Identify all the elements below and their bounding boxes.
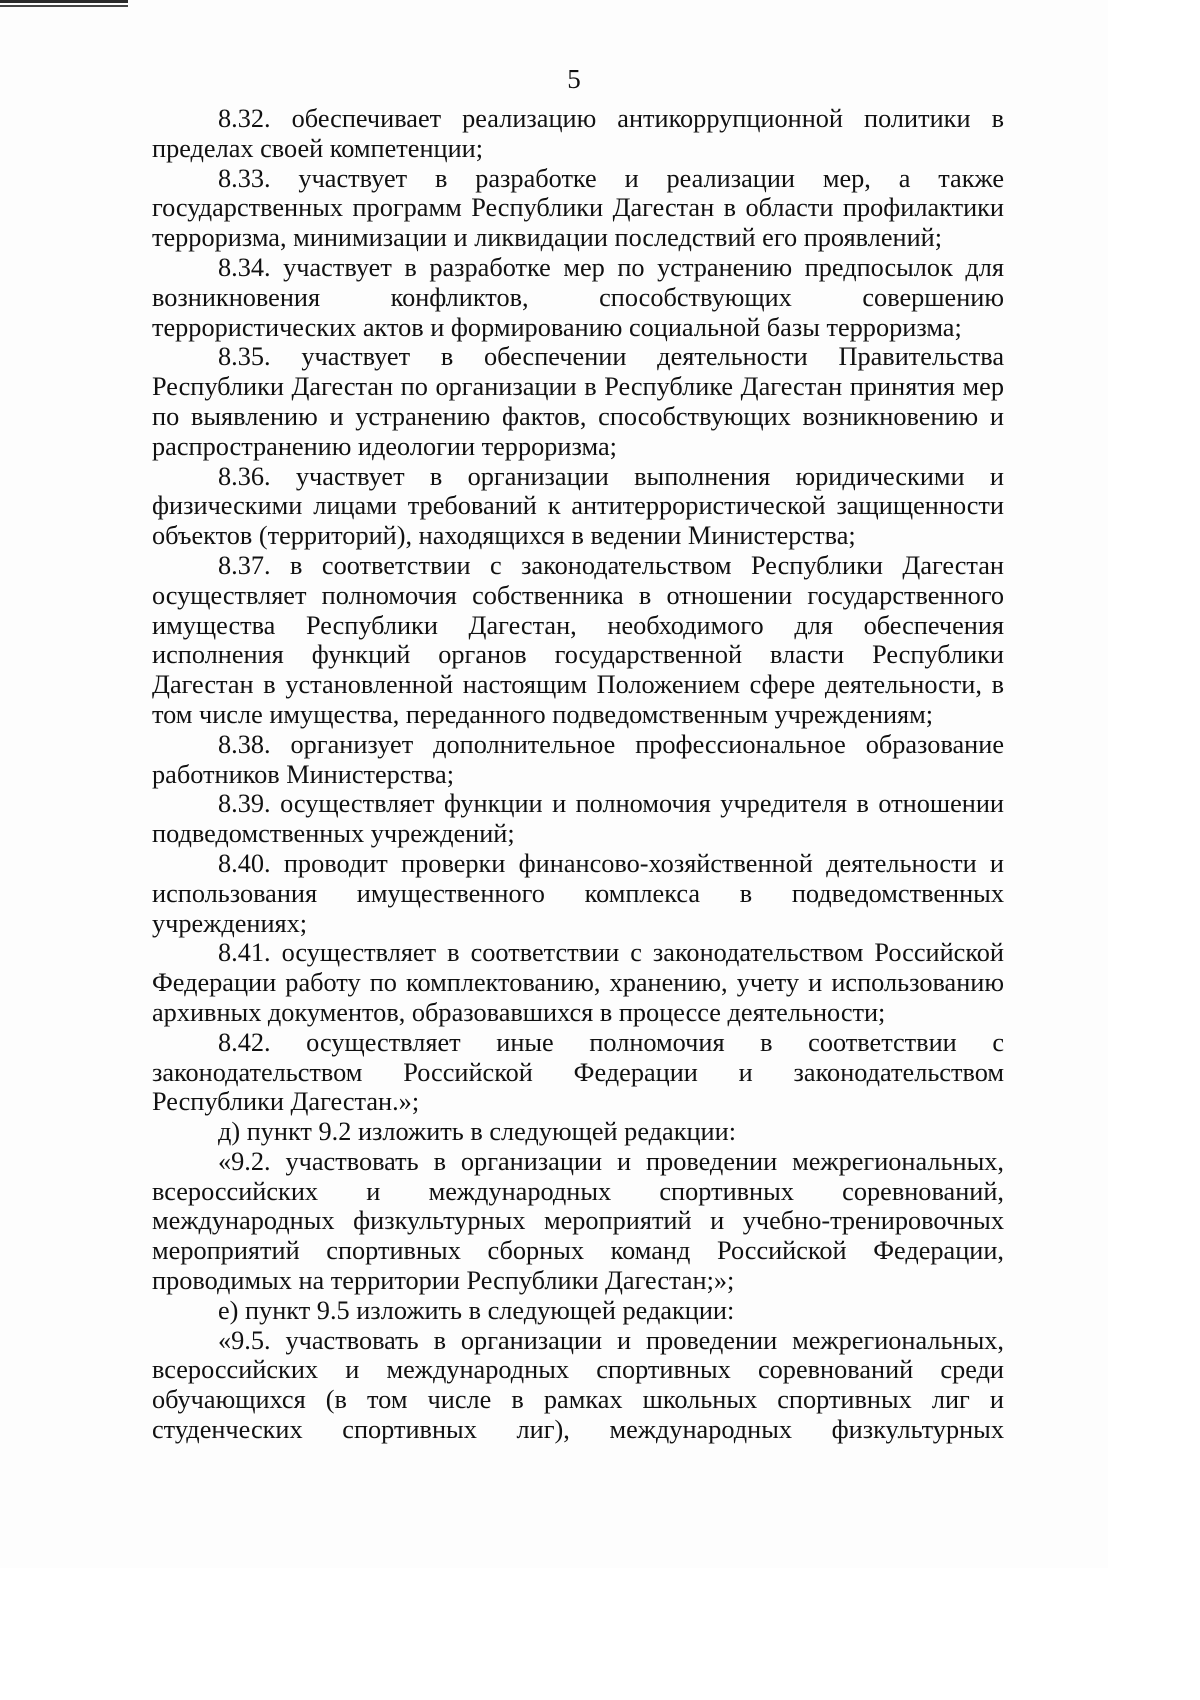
- document-body: [152, 104, 1004, 1445]
- scan-corner-mark: [0, 0, 128, 3]
- paragraph-d-heading: д) пункт 9.2 изложить в следующей редакции:: [218, 1117, 737, 1147]
- paragraph-8-39: 8.39. осуществляет функции и полномочия учредителя в отношении подведомственных учреждений;: [152, 789, 1004, 849]
- paragraph-8-33: 8.33. участвует в разработке и реализации мер, а также государственных программ Республики Дагестан в области профилактики терроризма, минимизации и ликвидации последствий его проявлений;: [152, 163, 1004, 253]
- paragraph-8-36: 8.36. участвует в организации выполнения юридическими и физическими лицами требований к антитеррористической защищенности объектов (территорий), находящихся в ведении Министерства;: [152, 461, 1004, 551]
- paragraph-8-35: 8.35. участвует в обеспечении деятельности Правительства Республики Дагестан по организации в Республике Дагестан принятия мер по выявлению и устранению фактов, способствующих возникновению и распространению идеологии терроризма;: [152, 342, 1004, 461]
- paragraph-e-heading: е) пункт 9.5 изложить в следующей редакции:: [218, 1295, 735, 1325]
- paragraph-9-5: «9.5. участвовать в организации и проведении межрегиональных, всероссийских и международных спортивных соревнований среди обучающихся (в том числе в рамках школьных спортивных лиг и студенческих спортивных лиг), международных физкультурных: [152, 1325, 1004, 1445]
- paragraph-8-42: 8.42. осуществляет иные полномочия в соответствии с законодательством Российской Федерации и законодательством Республики Дагестан.»;: [152, 1027, 1004, 1117]
- paragraph-9-2: «9.2. участвовать в организации и проведении межрегиональных, всероссийских и международных спортивных соревнований, международных физкультурных мероприятий и учебно-тренировочных мероприятий спортивных сборных команд Российской Федерации, проводимых на территории Республики Дагестан;»;: [152, 1146, 1004, 1296]
- paragraph-8-37: 8.37. в соответствии с законодательством Республики Дагестан осуществляет полномочия собственника в отношении государственного имущества Республики Дагестан, необходимого для обеспечения исполнения функций органов государственной власти Республики Дагестан в установленной настоящим Положением сфере деятельности, в том числе имущества, переданного подведомственным учреждениям;: [152, 550, 1004, 729]
- paragraph-8-32: 8.32. обеспечивает реализацию антикоррупционной политики в пределах своей компетенции;: [152, 104, 1004, 163]
- paragraph-8-41: 8.41. осуществляет в соответствии с законодательством Российской Федерации работу по комплектованию, хранению, учету и использованию архивных документов, образовавшихся в процессе деятельности;: [152, 938, 1004, 1027]
- paragraph-8-34: 8.34. участвует в разработке мер по устранению предпосылок для возникновения конфликтов, способствующих совершению террористических актов и формированию социальной базы терроризма;: [152, 252, 1004, 342]
- page-number: 5: [567, 64, 581, 94]
- paragraph-8-38: 8.38. организует дополнительное профессиональное образование работников Министерства;: [152, 729, 1004, 789]
- paragraph-8-40: 8.40. проводит проверки финансово-хозяйственной деятельности и использования имущественного комплекса в подведомственных учреждениях;: [152, 848, 1004, 938]
